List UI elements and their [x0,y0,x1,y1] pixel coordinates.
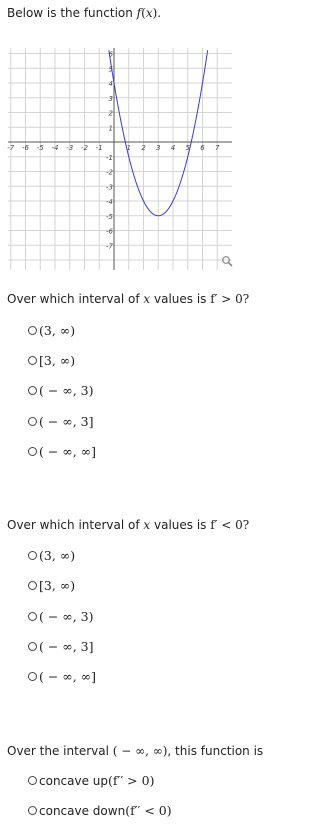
y-tick-label: -7 [106,242,113,251]
radio-button[interactable] [28,386,37,395]
option-label: (3, ∞) [39,323,76,338]
intro-period: . [157,6,162,20]
x-tick-label: 7 [215,144,220,152]
q1-prompt-mid: values is [150,292,211,306]
x-tick-label: 4 [170,144,176,152]
x-tick-label: -6 [22,144,29,152]
y-tick-label: 2 [108,109,113,118]
question-1-prompt [7,292,249,306]
q2-option-3[interactable] [28,609,94,624]
y-tick-label: -5 [106,212,113,221]
q2-prompt-mid: values is [150,518,211,532]
q1-option-1[interactable] [28,323,75,338]
y-tick-label: 4 [108,80,113,88]
q2-option-2[interactable] [28,578,75,593]
y-tick-labels [106,51,114,251]
q3-interval: ( − ∞, ∞) [112,744,168,758]
q1-option-4[interactable] [28,414,94,429]
question-2-prompt [7,518,249,532]
x-tick-label: -2 [81,144,88,152]
y-tick-label: 3 [108,94,113,103]
radio-button[interactable] [28,551,37,560]
radio-button[interactable] [28,447,37,456]
x-tick-label: -5 [36,144,44,152]
q2-variable: x [143,518,151,532]
option-label: [3, ∞) [39,353,76,368]
radio-button[interactable] [28,356,37,365]
x-tick-label: 1 [126,144,131,152]
y-tick-label: 5 [108,65,113,74]
q1-option-2[interactable] [28,353,75,368]
option-label: ( − ∞, 3) [39,609,94,624]
function-notation: f(x) [136,6,158,20]
axes [8,48,232,270]
option-label: ( − ∞, ∞] [39,669,96,684]
magnifier-icon[interactable] [221,255,233,267]
q1-prompt-pre: Over which interval of [7,292,144,306]
option-label: concave up [39,773,109,788]
q1-option-5[interactable] [28,444,96,459]
function-arg: x [145,6,153,20]
option-label: concave down [39,803,126,818]
q2-prompt-pre: Over which interval of [7,518,144,532]
intro-label: Below is the function [7,6,137,20]
q1-condition: f′ > 0? [210,292,250,306]
option-label: (3, ∞) [39,548,76,563]
y-tick-label: -2 [106,168,113,177]
option-label: ( − ∞, 3) [39,383,94,398]
x-tick-label: -4 [51,144,59,152]
q1-option-3[interactable] [28,383,94,398]
q3-option-concave-up[interactable] [28,773,154,788]
grid [8,48,232,270]
q3-option-concave-down[interactable] [28,803,172,818]
y-tick-label: -3 [106,183,113,192]
option-label: ( − ∞, 3] [39,414,94,429]
function-name: f [136,6,142,20]
x-tick-label: 2 [141,144,146,152]
option-math: (f′′ > 0) [108,773,155,788]
x-tick-label: 3 [156,144,161,152]
y-tick-label: -4 [106,198,113,206]
intro-text [7,6,161,20]
x-tick-label: 6 [200,144,205,152]
x-tick-label: 5 [185,144,190,152]
radio-button[interactable] [28,612,37,621]
radio-button[interactable] [28,642,37,651]
y-tick-label: 1 [108,124,113,133]
x-tick-label: -3 [66,144,74,152]
q2-option-1[interactable] [28,548,75,563]
option-label: ( − ∞, ∞] [39,444,96,459]
option-label: ( − ∞, 3] [39,639,94,654]
radio-button[interactable] [28,806,37,815]
q1-variable: x [143,292,151,306]
y-tick-label: -6 [106,227,113,236]
option-label: [3, ∞) [39,578,76,593]
q2-option-5[interactable] [28,669,96,684]
x-tick-label: -1 [95,144,103,152]
y-tick-label: 6 [108,50,113,59]
radio-button[interactable] [28,672,37,681]
option-math: (f′′ < 0) [125,803,172,818]
radio-button[interactable] [28,417,37,426]
q2-option-4[interactable] [28,639,94,654]
q3-prompt-post: , this function is [167,744,264,758]
y-tick-label: -1 [106,153,113,162]
question-3-prompt [7,744,263,758]
x-tick-label: -7 [7,144,15,152]
radio-button[interactable] [28,326,37,335]
radio-button[interactable] [28,581,37,590]
q3-prompt-pre: Over the interval [7,744,113,758]
function-graph [6,46,234,272]
q2-condition: f′ < 0? [210,518,250,532]
radio-button[interactable] [28,776,37,785]
